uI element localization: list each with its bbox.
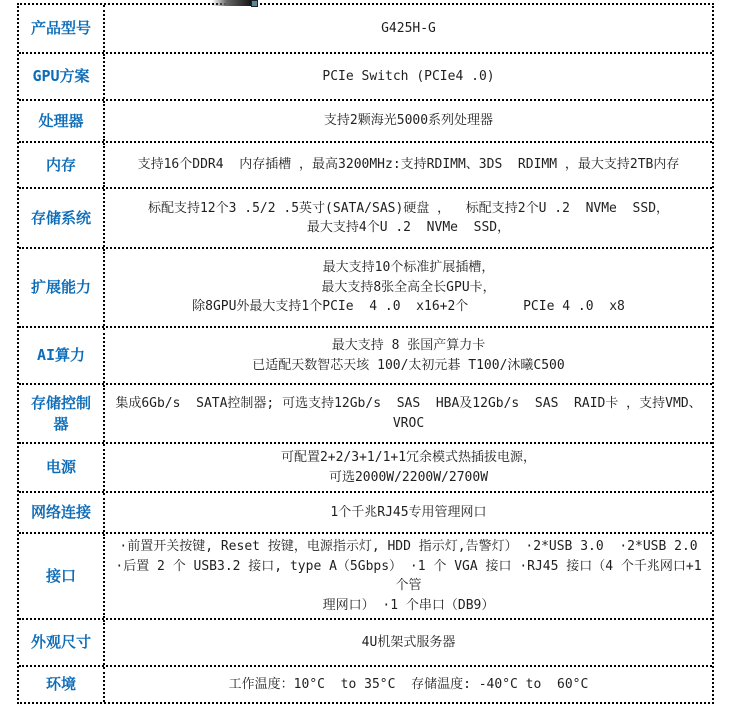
row-label-product-model: 产品型号: [19, 5, 105, 52]
row-value-processor: [105, 101, 712, 141]
value-line: 最大支持10个标准扩展插槽，: [322, 260, 495, 276]
row-label-expansion: 扩展能力: [19, 249, 105, 326]
row-label-power-supply: 电源: [19, 444, 105, 491]
value-line: ·前置开关按键, Reset 按键，电源指示灯, HDD 指示灯,告警灯） ·2*USB 3.0 ·2*USB 2.0: [119, 539, 698, 554]
value-line: 最大支持8张全高全长GPU卡，: [321, 279, 496, 295]
row-value-power-supply: [105, 444, 712, 491]
value-line: 可配置2+2/3+1/1+1冗余模式热插拔电源，: [280, 450, 537, 465]
value-line: 最大支持4个U .2 NVMe SSD，: [306, 220, 511, 235]
value-line: PCIe Switch (PCIe4 .0): [322, 68, 495, 84]
value-line: 4U机架式服务器: [361, 634, 456, 650]
row-value-product-model: [105, 5, 712, 52]
value-line: 最大支持 8 张国产算力卡: [331, 338, 486, 353]
value-line: 理网口） ·1 个串口（DB9）: [322, 597, 495, 613]
value-line: 标配支持12个3 .5/2 .5英寸(SATA/SAS)硬盘 ， 标配支持2个U .2 NVMe SSD，: [147, 200, 670, 216]
table-row: [19, 5, 712, 54]
row-label-storage-controller: 存储控制器: [19, 385, 105, 442]
row-label-ai-compute: AI算力: [19, 328, 105, 383]
row-label-environment: 环境: [19, 667, 105, 702]
value-line: 除8GPU外最大支持1个PCIe 4 .0 x16+2个 PCIe 4 .0 x8: [192, 299, 625, 315]
table-row: [19, 620, 712, 667]
row-value-storage-controller: [105, 385, 712, 442]
row-value-storage-system: [105, 189, 712, 247]
table-row: [19, 143, 712, 189]
table-row: [19, 101, 712, 143]
value-line: 可选2000W/2200W/2700W: [328, 469, 489, 485]
value-line: 集成6Gb/s SATA控制器; 可选支持12Gb/s SAS HBA及12Gb/s SAS RAID卡 ，支持VMD、VROC: [115, 396, 702, 431]
row-label-memory: 内存: [19, 143, 105, 187]
row-value-gpu-scheme: [105, 54, 712, 99]
row-label-gpu-scheme: GPU方案: [19, 54, 105, 99]
row-value-interfaces: [105, 534, 712, 618]
row-label-storage-system: 存储系统: [19, 189, 105, 247]
clipped-cursor-artifact-tip: [251, 0, 258, 7]
row-value-memory: [105, 143, 712, 187]
table-row: [19, 249, 712, 328]
table-row: [19, 493, 712, 534]
row-label-processor: 处理器: [19, 101, 105, 141]
server-spec-table: [17, 3, 714, 704]
value-line: 已适配天数智芯天垓 100/太初元碁 T100/沐曦C500: [252, 357, 565, 373]
row-value-network: [105, 493, 712, 532]
row-value-expansion: [105, 249, 712, 326]
value-line: 1个千兆RJ45专用管理网口: [330, 504, 487, 520]
table-row: [19, 534, 712, 620]
value-line: 支持16个DDR4 内存插槽 ，最高3200MHz:支持RDIMM、3DS RDIMM ，最大支持2TB内存: [137, 157, 680, 173]
table-row: [19, 189, 712, 249]
table-row: [19, 328, 712, 385]
row-value-form-factor: [105, 620, 712, 665]
row-label-interfaces: 接口: [19, 534, 105, 618]
table-row: [19, 385, 712, 444]
value-line: G425H-G: [381, 20, 436, 36]
table-row: [19, 54, 712, 101]
row-value-ai-compute: [105, 328, 712, 383]
value-line: 工作温度：10°C to 35°C 存储温度: -40°C to 60°C: [228, 676, 589, 692]
table-row: [19, 444, 712, 493]
value-line: 支持2颗海光5000系列处理器: [323, 113, 494, 129]
value-line: ·后置 2 个 USB3.2 接口, type A（5Gbps） ·1 个 VGA 接口 ·RJ45 接口（4 个千兆网口+1 个管: [115, 558, 710, 593]
row-label-form-factor: 外观尺寸: [19, 620, 105, 665]
clipped-cursor-artifact: [212, 0, 254, 6]
row-label-network: 网络连接: [19, 493, 105, 532]
